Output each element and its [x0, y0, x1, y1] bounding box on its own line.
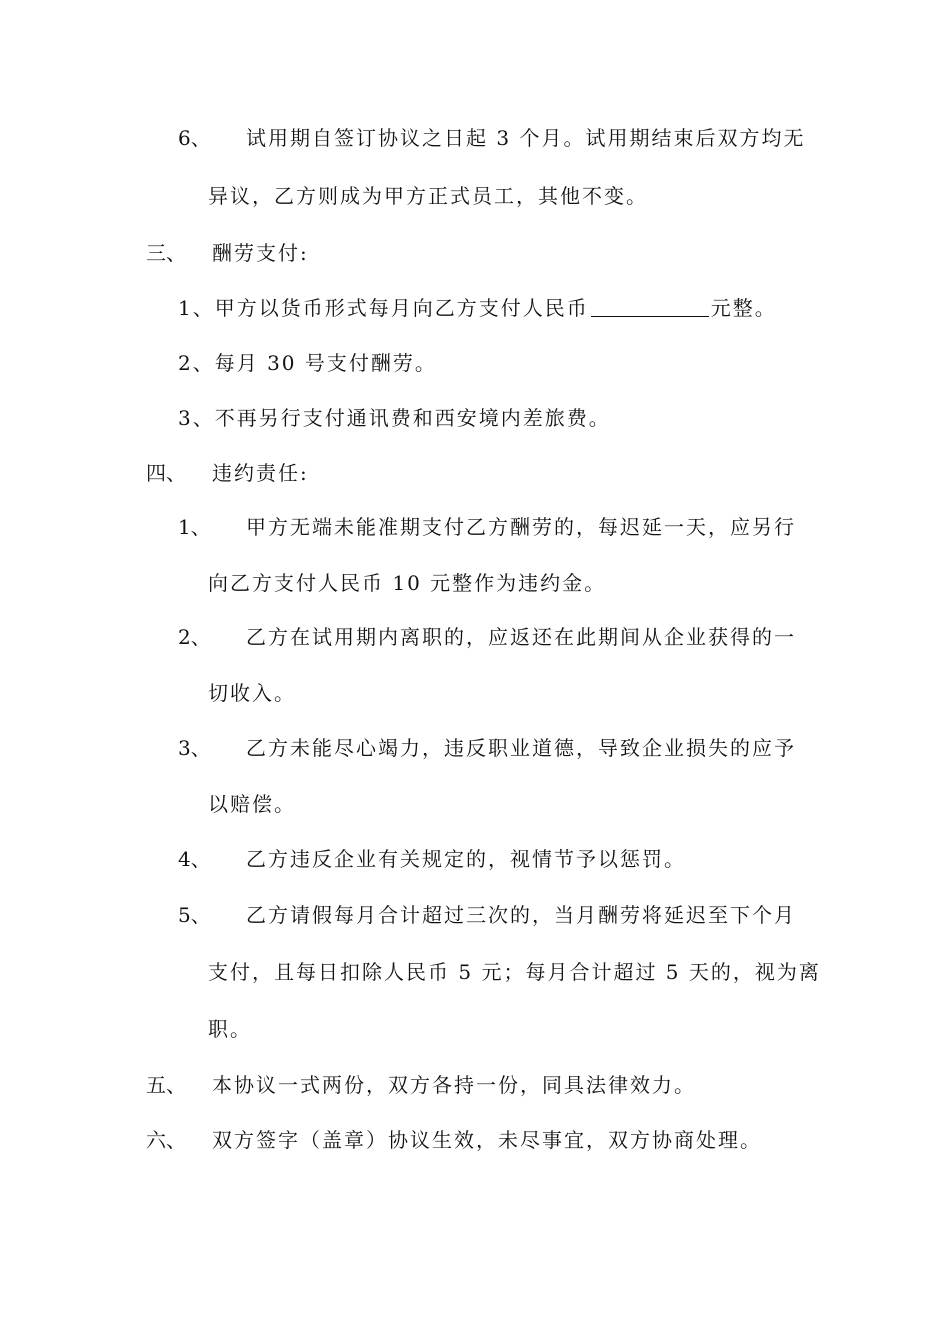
remuneration-item-2: 2、每月 30 号支付酬劳。 — [178, 351, 437, 375]
remuneration-item-3: 3、不再另行支付通讯费和西安境内差旅费。 — [178, 406, 611, 430]
paragraph-text: 元整。 — [710, 296, 777, 320]
paragraph-line: 乙方在试用期内离职的，应返还在此期间从企业获得的一 — [246, 625, 796, 649]
paragraph-line: 切收入。 — [208, 681, 296, 705]
section-number: 三、 — [146, 241, 186, 265]
remuneration-item-1 — [178, 294, 777, 322]
paragraph-line: 甲方无端未能准期支付乙方酬劳的，每迟延一天，应另行 — [246, 515, 796, 539]
section-heading: 违约责任: — [212, 461, 309, 485]
paragraph-line: 向乙方支付人民币 10 元整作为违约金。 — [208, 571, 607, 595]
paragraph-line: 乙方违反企业有关规定的，视情节予以惩罚。 — [246, 847, 686, 871]
section-heading: 双方签字（盖章）协议生效，未尽事宜，双方协商处理。 — [212, 1128, 762, 1152]
item-number: 6、 — [178, 126, 211, 150]
paragraph-line: 乙方请假每月合计超过三次的，当月酬劳将延迟至下个月 — [246, 903, 796, 927]
item-number: 4、 — [178, 847, 211, 871]
paragraph-text: 1、甲方以货币形式每月向乙方支付人民币 — [178, 296, 589, 320]
paragraph-line: 职。 — [208, 1017, 252, 1041]
item-number: 5、 — [178, 903, 211, 927]
item-number: 2、 — [178, 625, 211, 649]
paragraph-line: 支付，且每日扣除人民币 5 元；每月合计超过 5 天的，视为离 — [208, 960, 821, 984]
section-number: 四、 — [146, 461, 186, 485]
amount-blank-line — [591, 296, 709, 317]
paragraph-line: 异议，乙方则成为甲方正式员工，其他不变。 — [208, 184, 648, 208]
paragraph-line: 乙方未能尽心竭力，违反职业道德，导致企业损失的应予 — [246, 736, 796, 760]
section-heading: 酬劳支付: — [212, 241, 309, 265]
section-number: 五、 — [146, 1073, 186, 1097]
item-number: 1、 — [178, 515, 211, 539]
section-heading: 本协议一式两份，双方各持一份，同具法律效力。 — [212, 1073, 696, 1097]
item-number: 3、 — [178, 736, 211, 760]
paragraph-line: 试用期自签订协议之日起 3 个月。试用期结束后双方均无 — [246, 126, 806, 150]
section-number: 六、 — [146, 1128, 186, 1152]
paragraph-line: 以赔偿。 — [208, 792, 296, 816]
